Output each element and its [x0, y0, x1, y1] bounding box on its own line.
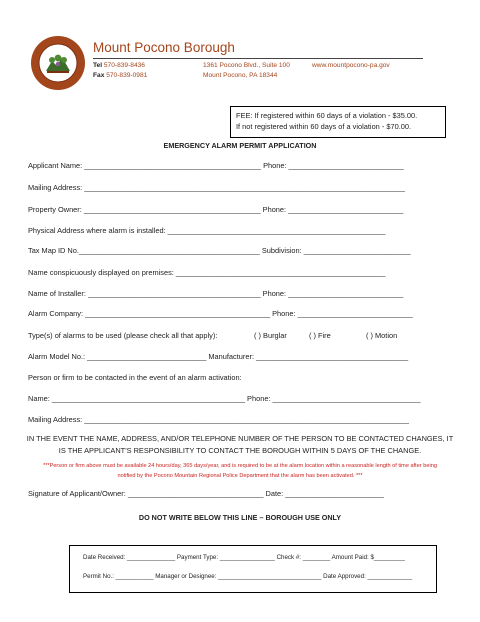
- contact-intro: Person or firm to be contacted in the event of an alarm activation:: [28, 373, 242, 382]
- availability-notice: ***Person or firm above must be available 24 hours/day, 365 days/year, and is required to be at the alarm location within a reasonable length of time after being notified by the Pocono Mountain Regional Police Department that the alarm has been activated. ***: [43, 463, 437, 479]
- office-line-1[interactable]: Date Received: ______________ Payment Type: ________________ Check #: ________ Amount Paid: $_________: [83, 554, 405, 561]
- burglar-checkbox[interactable]: ( ) Burglar: [254, 331, 287, 340]
- office-line-2[interactable]: Permit No.: ___________ Manager or Designee: ______________________________ Date Approved: _____________: [83, 573, 413, 580]
- applicant-name-field[interactable]: Applicant Name: ___________________________________________ Phone: ____________________________: [28, 161, 404, 170]
- form-title: EMERGENCY ALARM PERMIT APPLICATION: [163, 141, 317, 150]
- borough-seal-icon: [30, 35, 86, 91]
- address-line-1: 1361 Pocono Blvd., Suite 100: [203, 62, 290, 69]
- header-rule: [93, 58, 423, 59]
- installer-field[interactable]: Name of Installer: __________________________________________ Phone: ____________________________: [28, 289, 404, 298]
- alarm-types-label: Type(s) of alarms to be used (please check all that apply):: [28, 331, 218, 340]
- office-use-box: [69, 545, 437, 593]
- fee-line-2: If not registered within 60 days of a violation - $70.00.: [236, 122, 412, 131]
- name-displayed-field[interactable]: Name conspicuously displayed on premises: ___________________________________________________: [28, 268, 386, 277]
- contact-name-field[interactable]: Name: _______________________________________________ Phone: ____________________________________: [28, 394, 421, 403]
- alarm-company-field[interactable]: Alarm Company: _____________________________________________ Phone: ____________________________: [28, 309, 413, 318]
- alarm-model-field[interactable]: Alarm Model No.: _____________________________ Manufacturer: _____________________________________: [28, 352, 409, 361]
- fax-line: [93, 72, 147, 79]
- signature-field[interactable]: Signature of Applicant/Owner: _________________________________ Date: ________________________: [28, 489, 384, 498]
- fax-number: 570-839-0981: [106, 72, 148, 79]
- property-owner-field[interactable]: Property Owner: ___________________________________________ Phone: ____________________________: [28, 205, 404, 214]
- borough-use-heading: DO NOT WRITE BELOW THIS LINE – BOROUGH USE ONLY: [138, 513, 342, 522]
- tel-number: 570-839-8436: [103, 62, 145, 69]
- tel-line: [93, 62, 145, 69]
- org-name: Mount Pocono Borough: [93, 40, 235, 55]
- fire-checkbox[interactable]: ( ) Fire: [309, 331, 331, 340]
- change-notice: IN THE EVENT THE NAME, ADDRESS, AND/OR TELEPHONE NUMBER OF THE PERSON TO BE CONTACTED CHANGES, IT IS THE APPLICANT'S RESPONSIBILITY TO CONTACT THE BOROUGH WITHIN 5 DAYS OF THE CHANGE.: [26, 434, 454, 455]
- tel-label: Tel: [93, 62, 103, 69]
- mailing-address-field[interactable]: Mailing Address: ______________________________________________________________________________: [28, 183, 405, 192]
- fax-label: Fax: [93, 72, 105, 79]
- address-line-2: Mount Pocono, PA 18344: [203, 72, 278, 79]
- physical-address-field[interactable]: Physical Address where alarm is installed: _____________________________________________________: [28, 226, 386, 235]
- tax-map-field[interactable]: Tax Map ID No.____________________________________________ Subdivision: __________________________: [28, 246, 411, 255]
- fee-line-1: FEE: If registered within 60 days of a violation - $35.00.: [236, 111, 418, 120]
- website-link[interactable]: www.mountpocono-pa.gov: [312, 62, 390, 69]
- motion-checkbox[interactable]: ( ) Motion: [366, 331, 398, 340]
- contact-mailing-field[interactable]: Mailing Address: _______________________________________________________________________________: [28, 415, 409, 424]
- fee-box: [230, 106, 446, 138]
